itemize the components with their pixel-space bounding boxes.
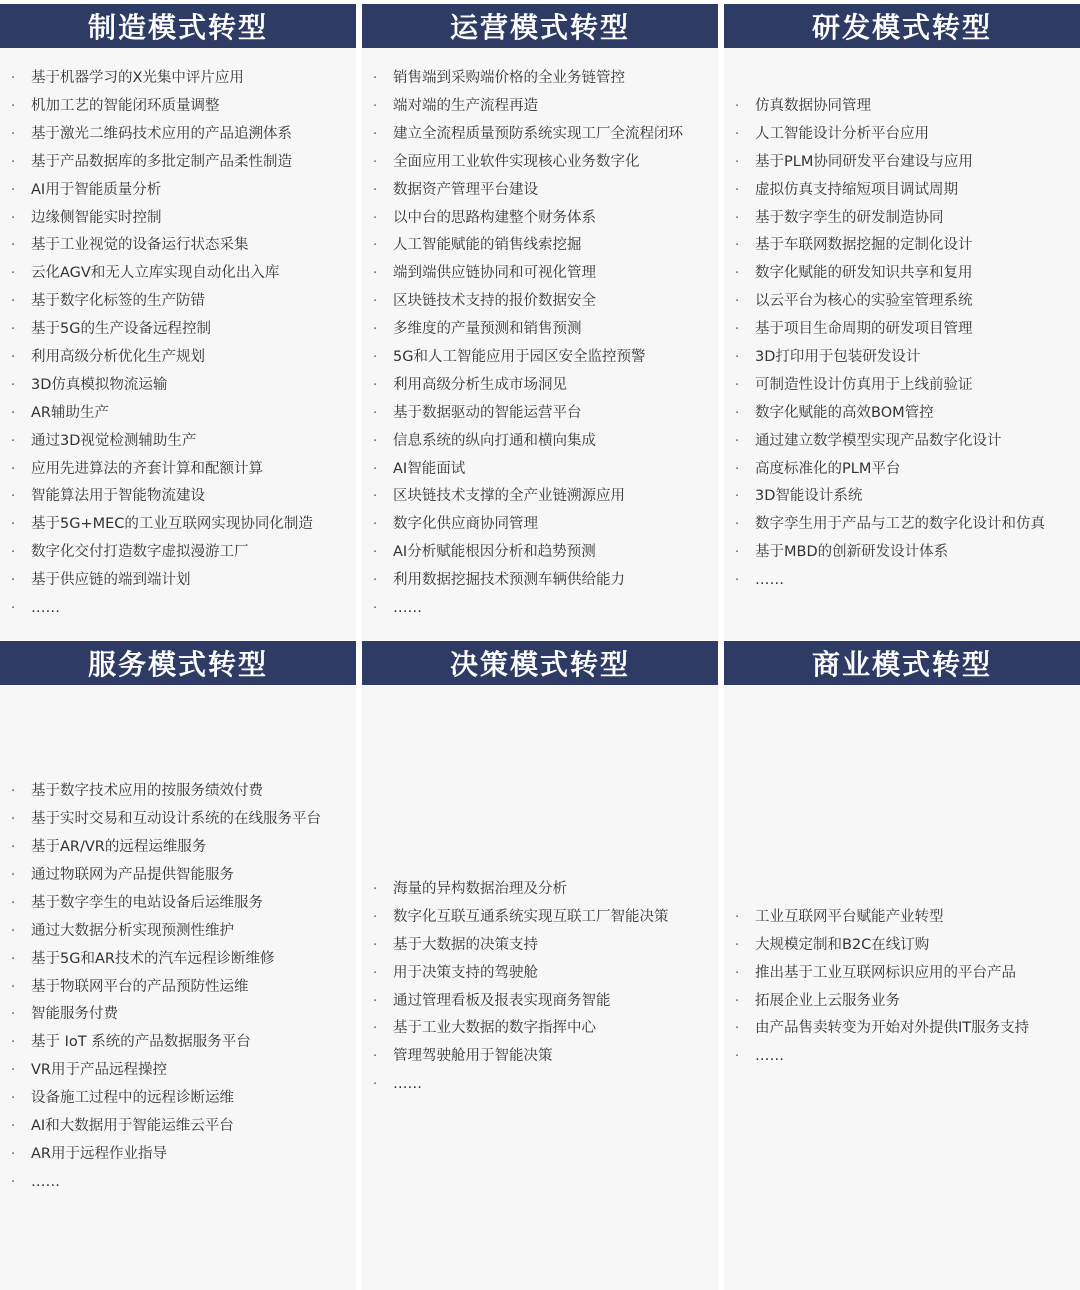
list-item	[0, 177, 356, 205]
list-item	[362, 456, 718, 484]
bullet-icon: ·	[735, 182, 740, 198]
list-item	[0, 65, 356, 93]
bullet-icon: ·	[11, 895, 16, 911]
list-item	[724, 93, 1080, 121]
list-item	[362, 177, 718, 205]
panel-service	[0, 641, 356, 1290]
list-item	[724, 288, 1080, 316]
list-item	[0, 567, 356, 595]
bullet-icon: ·	[373, 210, 378, 226]
list-item-text: 基于激光二维码技术应用的产品追溯体系	[31, 125, 292, 142]
bullet-icon: ·	[735, 993, 740, 1009]
list-item-text: 基于5G的生产设备远程控制	[31, 321, 211, 338]
list-item	[724, 483, 1080, 511]
panel-operations	[362, 4, 718, 640]
list-item-text: 基于5G和AR技术的汽车远程诊断维修	[31, 950, 275, 967]
bullet-icon: ·	[735, 294, 740, 310]
list-item	[724, 932, 1080, 960]
bullet-icon: ·	[11, 210, 16, 226]
item-list	[724, 48, 1080, 640]
list-item	[362, 1015, 718, 1043]
list-item	[0, 1141, 356, 1169]
list-item-text: 区块链技术支撑的全产业链溯源应用	[393, 488, 625, 505]
list-item	[362, 93, 718, 121]
list-item	[0, 806, 356, 834]
list-item	[362, 876, 718, 904]
list-item-text: 以中台的思路构建整个财务体系	[393, 209, 596, 226]
list-item	[724, 316, 1080, 344]
list-item	[0, 93, 356, 121]
bullet-icon: ·	[11, 601, 16, 617]
list-item	[724, 539, 1080, 567]
list-item-text: 基于工业视觉的设备运行状态采集	[31, 237, 249, 254]
list-item-text: 仿真数据协同管理	[755, 97, 871, 114]
bullet-icon: ·	[11, 1091, 16, 1107]
bullet-icon: ·	[735, 266, 740, 282]
list-item-text: 大规模定制和B2C在线订购	[755, 936, 930, 953]
bullet-icon: ·	[373, 322, 378, 338]
bullet-icon: ·	[373, 154, 378, 170]
list-item	[0, 778, 356, 806]
list-item	[362, 121, 718, 149]
list-item	[0, 400, 356, 428]
list-item	[724, 1043, 1080, 1071]
bullet-icon: ·	[373, 545, 378, 561]
panel-manufacturing	[0, 4, 356, 640]
list-item	[724, 1015, 1080, 1043]
list-item-text: 智能算法用于智能物流建设	[31, 488, 205, 505]
bullet-icon: ·	[11, 1035, 16, 1051]
list-item-text: 数字化赋能的研发知识共享和复用	[755, 265, 973, 282]
bullet-icon: ·	[373, 182, 378, 198]
list-item	[0, 890, 356, 918]
list-item-text: 边缘侧智能实时控制	[31, 209, 162, 226]
bullet-icon: ·	[11, 1007, 16, 1023]
bullet-icon: ·	[11, 126, 16, 142]
bullet-icon: ·	[735, 965, 740, 981]
bullet-icon: ·	[735, 573, 740, 589]
list-item	[724, 511, 1080, 539]
panel-title: 决策模式转型	[362, 641, 718, 685]
list-item-text: ……	[755, 1048, 784, 1065]
list-item-text: 海量的异构数据治理及分析	[393, 880, 567, 897]
item-list	[362, 685, 718, 1290]
list-item-text: 基于数字孪生的电站设备后运维服务	[31, 894, 263, 911]
list-item	[362, 372, 718, 400]
bullet-icon: ·	[11, 489, 16, 505]
bullet-icon: ·	[11, 1063, 16, 1079]
list-item	[362, 988, 718, 1016]
list-item-text: 基于 IoT 系统的产品数据服务平台	[31, 1034, 251, 1051]
list-item-text: AI分析赋能根因分析和趋势预测	[393, 544, 596, 561]
bullet-icon: ·	[373, 1049, 378, 1065]
bullet-icon: ·	[373, 433, 378, 449]
bullet-icon: ·	[11, 923, 16, 939]
list-item-text: 数字化交付打造数字虚拟漫游工厂	[31, 544, 249, 561]
list-item-text: 拓展企业上云服务业务	[755, 992, 900, 1009]
bullet-icon: ·	[11, 867, 16, 883]
list-item	[0, 595, 356, 623]
bullet-icon: ·	[11, 433, 16, 449]
bullet-icon: ·	[735, 98, 740, 114]
list-item	[362, 260, 718, 288]
list-item-text: 3D仿真模拟物流运输	[31, 376, 168, 393]
list-item	[724, 567, 1080, 595]
list-item-text: 5G和人工智能应用于园区安全监控预警	[393, 349, 646, 365]
list-item	[724, 149, 1080, 177]
list-item	[0, 1057, 356, 1085]
bullet-icon: ·	[735, 154, 740, 170]
list-item	[724, 400, 1080, 428]
bullet-icon: ·	[735, 322, 740, 338]
bullet-icon: ·	[373, 405, 378, 421]
list-item-text: 建立全流程质量预防系统实现工厂全流程闭环	[393, 125, 683, 142]
list-item-text: 基于PLM协同研发平台建设与应用	[755, 153, 973, 170]
list-item	[724, 960, 1080, 988]
list-item-text: 智能服务付费	[31, 1006, 118, 1023]
bullet-icon: ·	[11, 322, 16, 338]
list-item-text: 通过大数据分析实现预测性维护	[31, 922, 234, 939]
bullet-icon: ·	[11, 405, 16, 421]
bullet-icon: ·	[735, 405, 740, 421]
list-item	[0, 1001, 356, 1029]
list-item	[362, 205, 718, 233]
bullet-icon: ·	[11, 1174, 16, 1190]
list-item-text: 通过3D视觉检测辅助生产	[31, 432, 197, 449]
bullet-icon: ·	[735, 433, 740, 449]
panel-decision	[362, 641, 718, 1290]
list-item	[362, 483, 718, 511]
list-item	[724, 988, 1080, 1016]
list-item-text: 人工智能赋能的销售线索挖掘	[393, 237, 582, 254]
list-item	[362, 595, 718, 623]
list-item-text: 3D打印用于包装研发设计	[755, 349, 921, 365]
list-item-text: 高度标准化的PLM平台	[755, 460, 901, 477]
list-item-text: ……	[755, 572, 784, 589]
list-item	[724, 121, 1080, 149]
list-item-text: 基于供应链的端到端计划	[31, 572, 191, 589]
panel-title: 商业模式转型	[724, 641, 1080, 685]
list-item	[724, 904, 1080, 932]
list-item-text: AR用于远程作业指导	[31, 1145, 167, 1162]
list-item-text: 由产品售卖转变为开始对外提供IT服务支持	[755, 1020, 1030, 1037]
list-item-text: AI用于智能质量分析	[31, 181, 162, 198]
list-item	[0, 834, 356, 862]
list-item-text: 设备施工过程中的远程诊断运维	[31, 1090, 234, 1107]
bullet-icon: ·	[11, 840, 16, 856]
list-item	[362, 288, 718, 316]
list-item	[724, 372, 1080, 400]
list-item-text: 端对端的生产流程再造	[393, 97, 538, 114]
list-item-text: 利用数据挖掘技术预测车辆供给能力	[393, 572, 625, 589]
bullet-icon: ·	[11, 154, 16, 170]
bullet-icon: ·	[735, 238, 740, 254]
list-item-text: 基于MBD的创新研发设计体系	[755, 544, 949, 561]
list-item-text: ……	[393, 1076, 422, 1093]
panel-title: 研发模式转型	[724, 4, 1080, 48]
item-list	[0, 48, 356, 640]
list-item-text: 基于数字孪生的研发制造协同	[755, 209, 944, 226]
list-item-text: ……	[31, 600, 60, 617]
list-item	[0, 974, 356, 1002]
bullet-icon: ·	[373, 71, 378, 87]
bullet-icon: ·	[11, 1146, 16, 1162]
list-item-text: 区块链技术支持的报价数据安全	[393, 293, 596, 310]
bullet-icon: ·	[11, 951, 16, 967]
list-item-text: 利用高级分析生成市场洞见	[393, 376, 567, 393]
bullet-icon: ·	[11, 350, 16, 365]
bullet-icon: ·	[373, 573, 378, 589]
list-item	[362, 149, 718, 177]
panel-title: 服务模式转型	[0, 641, 356, 685]
list-item	[0, 205, 356, 233]
list-item	[724, 232, 1080, 260]
list-item	[362, 428, 718, 456]
list-item-text: 基于实时交易和互动设计系统的在线服务平台	[31, 811, 321, 828]
bullet-icon: ·	[373, 489, 378, 505]
bullet-icon: ·	[373, 98, 378, 114]
list-item-text: 工业互联网平台赋能产业转型	[755, 908, 944, 925]
list-item	[0, 344, 356, 372]
list-item	[362, 1043, 718, 1071]
list-item	[0, 539, 356, 567]
list-item-text: 基于数字化标签的生产防错	[31, 293, 205, 310]
list-item-text: ……	[393, 600, 422, 617]
list-item-text: 基于物联网平台的产品预防性运维	[31, 978, 249, 995]
item-list	[724, 685, 1080, 1290]
list-item-text: 基于产品数据库的多批定制产品柔性制造	[31, 153, 292, 170]
bullet-icon: ·	[11, 812, 16, 828]
bullet-icon: ·	[11, 979, 16, 995]
bullet-icon: ·	[11, 266, 16, 282]
list-item	[362, 65, 718, 93]
list-item	[0, 288, 356, 316]
bullet-icon: ·	[735, 909, 740, 925]
list-item-text: 人工智能设计分析平台应用	[755, 125, 929, 142]
list-item-text: 基于AR/VR的远程运维服务	[31, 839, 207, 856]
bullet-icon: ·	[373, 881, 378, 897]
bullet-icon: ·	[373, 126, 378, 142]
list-item	[0, 372, 356, 400]
bullet-icon: ·	[735, 350, 740, 365]
bullet-icon: ·	[373, 517, 378, 533]
list-item-text: 基于项目生命周期的研发项目管理	[755, 321, 973, 338]
list-item	[0, 483, 356, 511]
list-item-text: 用于决策支持的驾驶舱	[393, 964, 538, 981]
list-item-text: 数字化供应商协同管理	[393, 516, 538, 533]
list-item	[0, 862, 356, 890]
list-item	[0, 121, 356, 149]
bullet-icon: ·	[373, 1021, 378, 1037]
list-item-text: AI和大数据用于智能运维云平台	[31, 1118, 234, 1134]
bullet-icon: ·	[373, 1077, 378, 1093]
list-item-text: 基于工业大数据的数字指挥中心	[393, 1020, 596, 1037]
list-item-text: 推出基于工业互联网标识应用的平台产品	[755, 964, 1016, 981]
bullet-icon: ·	[735, 461, 740, 477]
bullet-icon: ·	[11, 98, 16, 114]
panel-title: 制造模式转型	[0, 4, 356, 48]
list-item	[362, 400, 718, 428]
list-item-text: 利用高级分析优化生产规划	[31, 349, 205, 365]
list-item	[724, 177, 1080, 205]
list-item	[362, 932, 718, 960]
list-item-text: 基于机器学习的X光集中评片应用	[31, 70, 244, 87]
bullet-icon: ·	[11, 238, 16, 254]
list-item	[0, 232, 356, 260]
bullet-icon: ·	[373, 993, 378, 1009]
bullet-icon: ·	[11, 461, 16, 477]
bullet-icon: ·	[735, 517, 740, 533]
list-item-text: 基于数字技术应用的按服务绩效付费	[31, 783, 263, 800]
list-item	[0, 1029, 356, 1057]
bullet-icon: ·	[735, 377, 740, 393]
list-item-text: AI智能面试	[393, 460, 466, 477]
list-item	[724, 344, 1080, 372]
bullet-icon: ·	[735, 489, 740, 505]
list-item-text: 以云平台为核心的实验室管理系统	[755, 293, 973, 310]
list-item-text: 通过物联网为产品提供智能服务	[31, 866, 234, 883]
list-item-text: 信息系统的纵向打通和横向集成	[393, 432, 596, 449]
list-item	[0, 1169, 356, 1197]
bullet-icon: ·	[373, 937, 378, 953]
bullet-icon: ·	[373, 294, 378, 310]
list-item	[0, 1113, 356, 1141]
bullet-icon: ·	[735, 126, 740, 142]
list-item-text: 数字孪生用于产品与工艺的数字化设计和仿真	[755, 516, 1045, 533]
bullet-icon: ·	[373, 377, 378, 393]
list-item	[362, 539, 718, 567]
list-item-text: 管理驾驶舱用于智能决策	[393, 1048, 553, 1065]
list-item-text: 端到端供应链协同和可视化管理	[393, 265, 596, 282]
list-item	[362, 232, 718, 260]
list-item-text: ……	[31, 1173, 60, 1190]
list-item-text: AR辅助生产	[31, 404, 109, 421]
list-item-text: 基于5G+MEC的工业互联网实现协同化制造	[31, 516, 313, 533]
panel-rnd	[724, 4, 1080, 640]
bullet-icon: ·	[373, 461, 378, 477]
list-item-text: 基于大数据的决策支持	[393, 936, 538, 953]
list-item	[0, 316, 356, 344]
list-item	[362, 904, 718, 932]
bullet-icon: ·	[735, 545, 740, 561]
list-item-text: 可制造性设计仿真用于上线前验证	[755, 376, 973, 393]
bullet-icon: ·	[373, 266, 378, 282]
panel-business	[724, 641, 1080, 1290]
list-item	[362, 511, 718, 539]
list-item	[724, 205, 1080, 233]
list-item-text: 基于数据驱动的智能运营平台	[393, 404, 582, 421]
list-item-text: VR用于产品远程操控	[31, 1062, 167, 1079]
bullet-icon: ·	[373, 238, 378, 254]
item-list	[362, 48, 718, 640]
list-item	[362, 960, 718, 988]
list-item	[0, 1085, 356, 1113]
list-item-text: 应用先进算法的齐套计算和配额计算	[31, 460, 263, 477]
bullet-icon: ·	[11, 784, 16, 800]
bullet-icon: ·	[373, 601, 378, 617]
list-item-text: 3D智能设计系统	[755, 488, 863, 505]
list-item-text: 数字化互联互通系统实现互联工厂智能决策	[393, 908, 669, 925]
list-item-text: 数字化赋能的高效BOM管控	[755, 404, 934, 421]
bullet-icon: ·	[11, 182, 16, 198]
list-item-text: 基于车联网数据挖掘的定制化设计	[755, 237, 973, 254]
list-item	[362, 1071, 718, 1099]
bullet-icon: ·	[735, 1021, 740, 1037]
panel-title: 运营模式转型	[362, 4, 718, 48]
bullet-icon: ·	[373, 965, 378, 981]
list-item	[0, 428, 356, 456]
bullet-icon: ·	[11, 573, 16, 589]
list-item	[724, 456, 1080, 484]
bullet-icon: ·	[11, 1119, 16, 1134]
list-item	[0, 456, 356, 484]
list-item	[724, 428, 1080, 456]
list-item-text: 通过建立数学模型实现产品数字化设计	[755, 432, 1002, 449]
list-item	[362, 344, 718, 372]
list-item-text: 销售端到采购端价格的全业务链管控	[393, 70, 625, 87]
list-item-text: 通过管理看板及报表实现商务智能	[393, 992, 611, 1009]
list-item-text: 云化AGV和无人立库实现自动化出入库	[31, 265, 280, 282]
list-item-text: 机加工艺的智能闭环质量调整	[31, 97, 220, 114]
bullet-icon: ·	[735, 1049, 740, 1065]
list-item	[0, 149, 356, 177]
list-item-text: 多维度的产量预测和销售预测	[393, 321, 582, 338]
bullet-icon: ·	[373, 350, 378, 365]
list-item-text: 全面应用工业软件实现核心业务数字化	[393, 153, 640, 170]
bullet-icon: ·	[11, 377, 16, 393]
bullet-icon: ·	[11, 71, 16, 87]
bullet-icon: ·	[735, 210, 740, 226]
bullet-icon: ·	[373, 909, 378, 925]
list-item-text: 虚拟仿真支持缩短项目调试周期	[755, 181, 958, 198]
list-item	[0, 260, 356, 288]
list-item	[0, 511, 356, 539]
bullet-icon: ·	[735, 937, 740, 953]
list-item	[724, 260, 1080, 288]
bullet-icon: ·	[11, 294, 16, 310]
list-item-text: 数据资产管理平台建设	[393, 181, 538, 198]
list-item	[362, 316, 718, 344]
bullet-icon: ·	[11, 517, 16, 533]
list-item	[0, 946, 356, 974]
bullet-icon: ·	[11, 545, 16, 561]
item-list	[0, 685, 356, 1290]
list-item	[0, 918, 356, 946]
list-item	[362, 567, 718, 595]
